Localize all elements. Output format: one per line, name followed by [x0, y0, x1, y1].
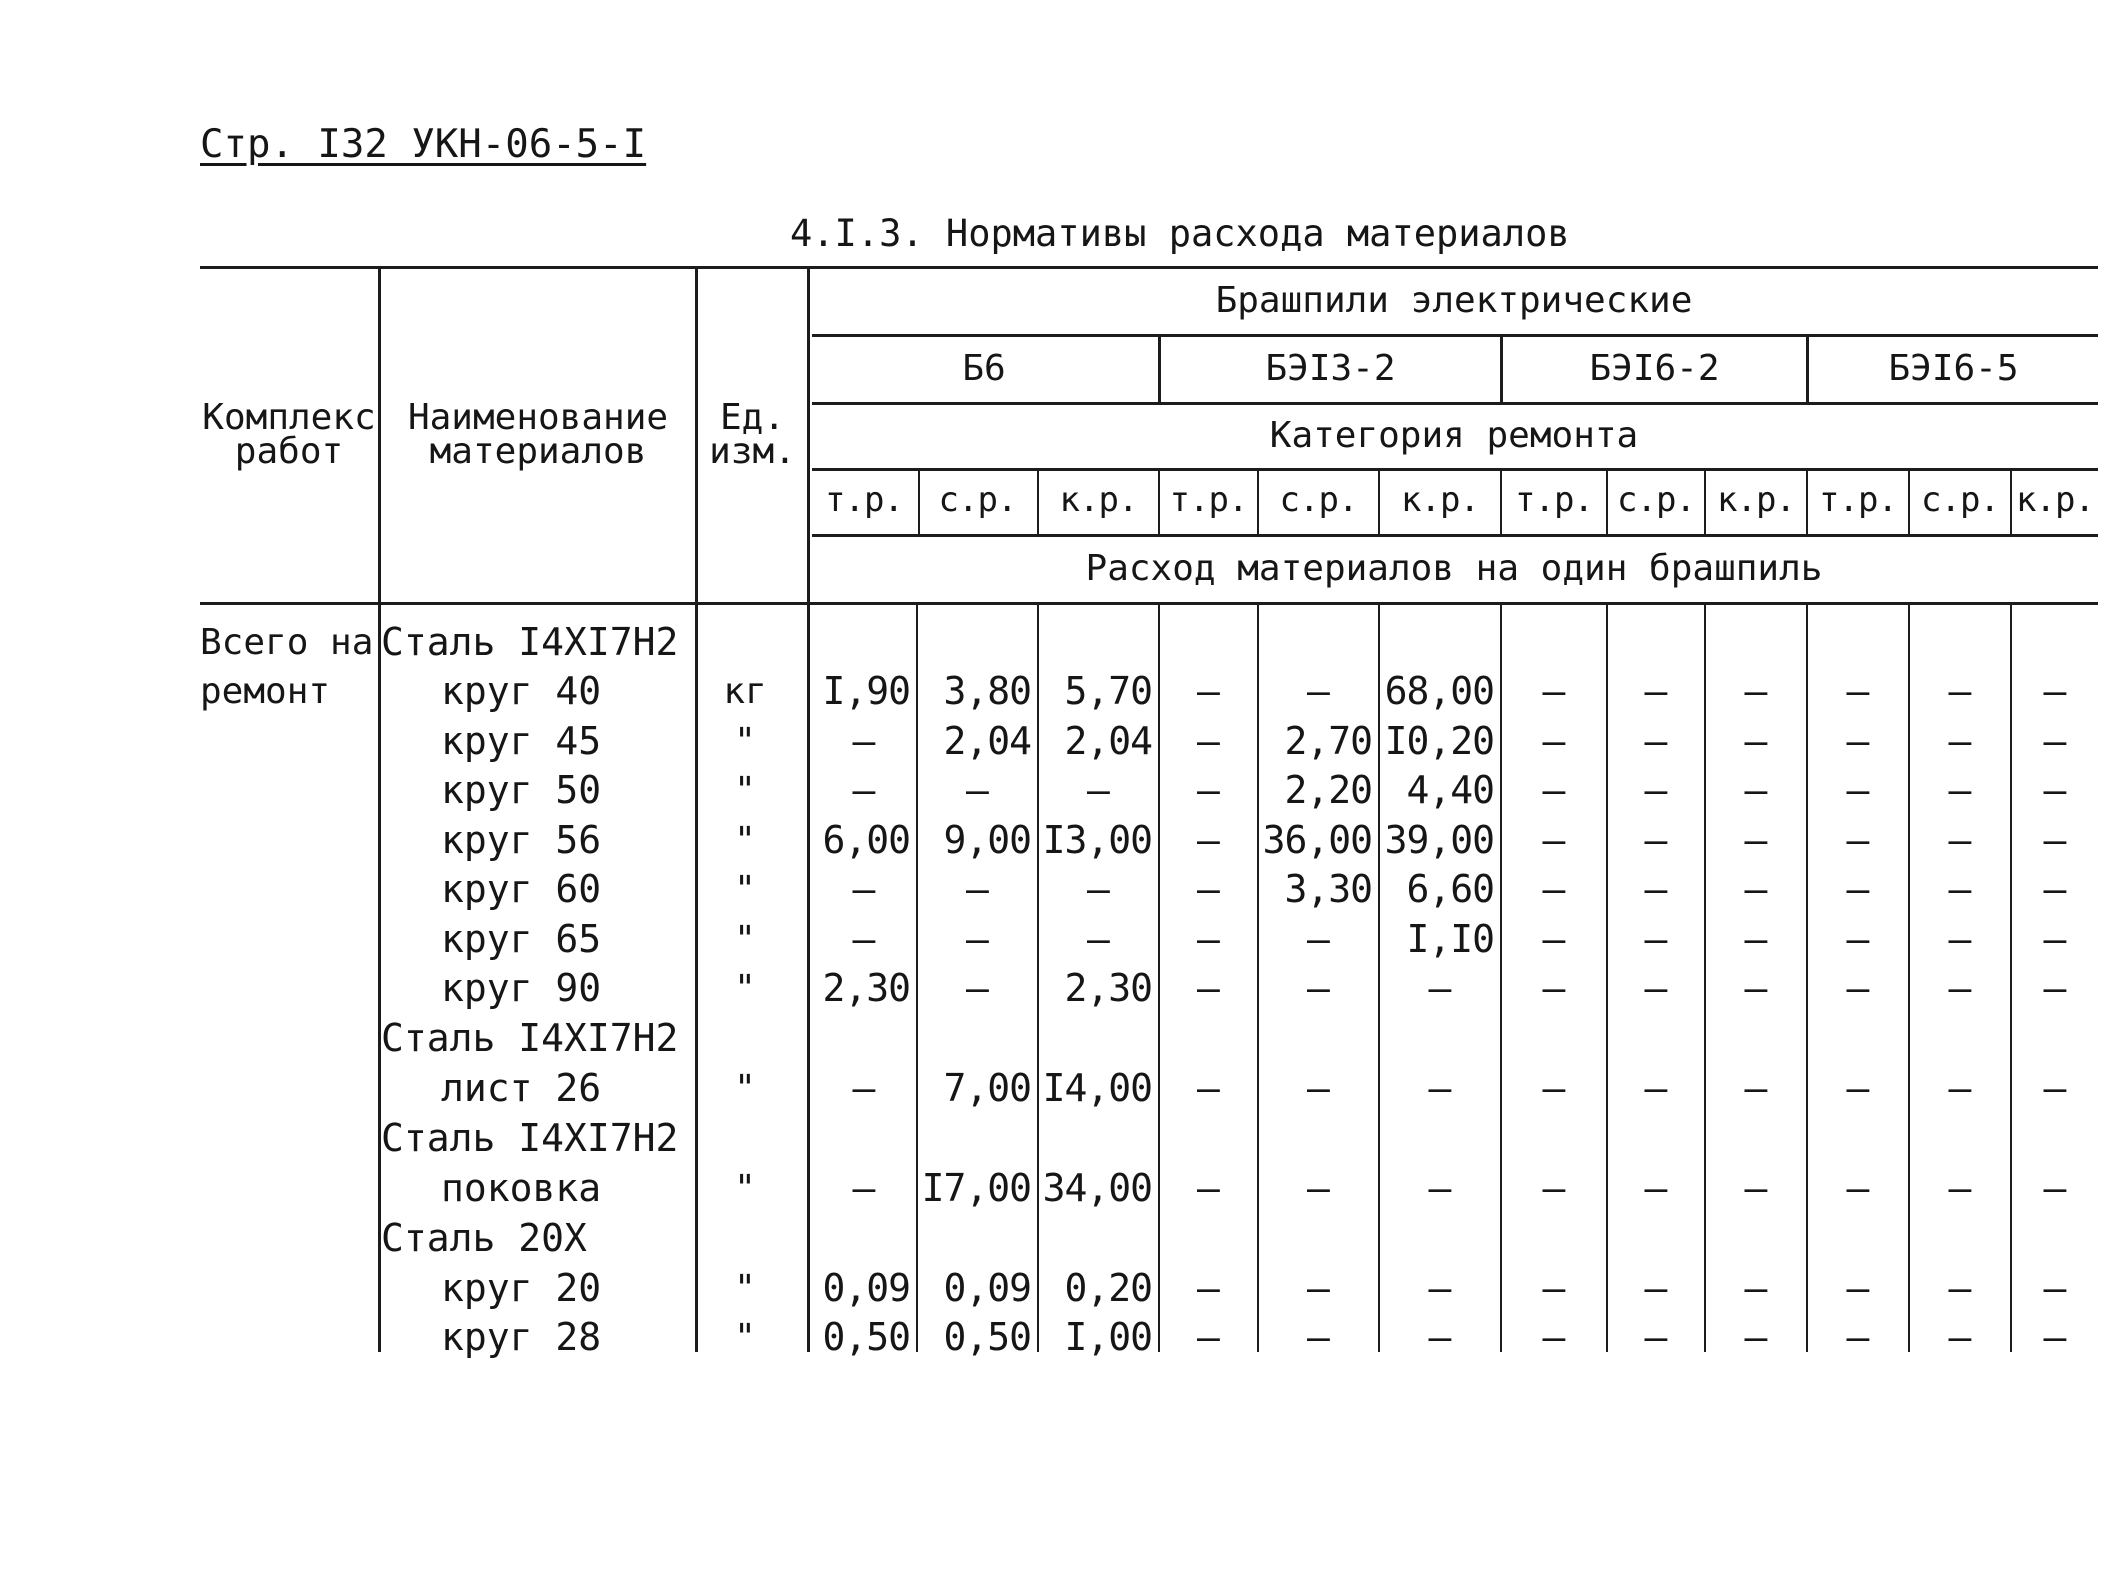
value-cell: 2,04	[943, 719, 1031, 763]
value-cell: 0,09	[943, 1266, 1031, 1310]
value-cell: 0,20	[1064, 1266, 1152, 1310]
value-cell: 7,00	[943, 1066, 1031, 1110]
material-heading: Сталь I4XI7H2	[381, 620, 679, 664]
value-cell: 2,30	[822, 966, 910, 1010]
header-category: т.р.	[1169, 480, 1248, 520]
header-work-complex: Комплекс работ	[202, 397, 376, 472]
header-model: БЭI6-2	[1589, 348, 1720, 389]
value-cell: –	[1744, 669, 1768, 713]
material-name: поковка	[441, 1166, 602, 1210]
material-name: круг 20	[441, 1266, 602, 1310]
value-cell: I0,20	[1384, 719, 1494, 763]
value-cell: 68,00	[1384, 669, 1494, 713]
header-category-title: Категория ремонта	[1269, 415, 1639, 456]
value-cell: –	[1948, 768, 1972, 812]
value-cell: –	[1428, 1066, 1452, 1110]
value-cell: –	[1846, 669, 1870, 713]
value-cell: –	[1197, 1315, 1220, 1359]
value-cell: I3,00	[1042, 818, 1152, 862]
value-cell: –	[1948, 966, 1972, 1010]
unit-cell: "	[734, 819, 756, 861]
value-cell: –	[1744, 1315, 1768, 1359]
value-cell: I4,00	[1042, 1066, 1152, 1110]
value-cell: –	[1428, 1266, 1452, 1310]
value-cell: I,00	[1064, 1315, 1152, 1359]
value-cell: –	[966, 768, 989, 812]
value-cell: –	[1197, 1066, 1220, 1110]
value-cell: –	[1542, 1315, 1566, 1359]
value-cell: –	[2043, 719, 2067, 763]
value-cell: –	[1846, 917, 1870, 961]
value-cell: –	[1428, 966, 1452, 1010]
value-cell: –	[1428, 1166, 1452, 1210]
value-cell: –	[1197, 818, 1220, 862]
header-model: БЭI3-2	[1265, 348, 1396, 389]
value-cell: I,90	[822, 669, 910, 713]
value-cell: –	[1197, 719, 1220, 763]
value-cell: –	[1087, 917, 1110, 961]
value-cell: –	[1307, 1166, 1330, 1210]
value-cell: –	[1846, 1315, 1870, 1359]
value-cell: 6,00	[822, 818, 910, 862]
value-cell: –	[1846, 1066, 1870, 1110]
value-cell: –	[1948, 1315, 1972, 1359]
value-cell: –	[2043, 1315, 2067, 1359]
value-cell: –	[1542, 966, 1566, 1010]
value-cell: –	[966, 867, 989, 911]
material-name: круг 60	[441, 867, 602, 911]
value-cell: –	[852, 1166, 876, 1210]
value-cell: 0,50	[822, 1315, 910, 1359]
unit-cell: "	[734, 1067, 756, 1109]
value-cell: –	[1644, 1315, 1668, 1359]
value-cell: –	[1744, 768, 1768, 812]
header-material-name: Наименование материалов	[407, 397, 669, 472]
material-heading: Сталь 20X	[381, 1216, 587, 1260]
value-cell: –	[2043, 768, 2067, 812]
value-cell: –	[1948, 1166, 1972, 1210]
page-header: Стр. I32 УКН-06-5-I	[200, 122, 647, 167]
value-cell: –	[1846, 768, 1870, 812]
value-cell: –	[1948, 719, 1972, 763]
value-cell: –	[1542, 669, 1566, 713]
unit-cell: "	[734, 1167, 756, 1209]
value-cell: 9,00	[943, 818, 1031, 862]
value-cell: –	[1644, 867, 1668, 911]
value-cell: –	[2043, 669, 2067, 713]
value-cell: –	[1197, 1266, 1220, 1310]
value-cell: –	[1644, 818, 1668, 862]
value-cell: –	[1542, 818, 1566, 862]
value-cell: 4,40	[1406, 768, 1494, 812]
header-category: с.р.	[1617, 480, 1695, 520]
value-cell: –	[1644, 719, 1668, 763]
material-name: лист 26	[441, 1066, 602, 1110]
material-name: круг 65	[441, 917, 602, 961]
rule-header-bottom	[200, 602, 2098, 605]
value-cell: –	[852, 768, 876, 812]
value-cell: –	[1644, 669, 1668, 713]
value-cell: –	[1948, 669, 1972, 713]
value-cell: –	[2043, 1166, 2067, 1210]
value-cell: –	[852, 867, 876, 911]
value-cell: –	[1644, 768, 1668, 812]
material-heading: Сталь I4XI7H2	[381, 1016, 679, 1060]
value-cell: –	[1644, 917, 1668, 961]
header-category: с.р.	[1279, 480, 1358, 520]
value-cell: –	[1744, 966, 1768, 1010]
value-cell: –	[1644, 1166, 1668, 1210]
value-cell: 5,70	[1064, 669, 1152, 713]
material-name: круг 40	[441, 669, 602, 713]
value-cell: –	[1307, 917, 1330, 961]
value-cell: –	[1197, 669, 1220, 713]
material-name: круг 90	[441, 966, 602, 1010]
value-cell: 34,00	[1042, 1166, 1152, 1210]
value-cell: –	[1846, 867, 1870, 911]
unit-cell: "	[734, 1316, 756, 1358]
table-title: 4.I.3. Нормативы расхода материалов	[790, 212, 1570, 255]
header-unit: Ед. изм.	[709, 397, 796, 472]
value-cell: 3,30	[1284, 867, 1372, 911]
value-cell: 36,00	[1262, 818, 1372, 862]
value-cell: –	[1744, 1266, 1768, 1310]
material-heading: Сталь I4XI7H2	[381, 1116, 679, 1160]
header-category: к.р.	[1059, 480, 1138, 520]
header-category: т.р.	[1819, 480, 1897, 520]
value-cell: –	[1197, 1166, 1220, 1210]
value-cell: –	[1197, 768, 1220, 812]
unit-cell: "	[734, 720, 756, 762]
value-cell: –	[2043, 966, 2067, 1010]
value-cell: –	[1542, 1166, 1566, 1210]
material-name: круг 50	[441, 768, 602, 812]
value-cell: –	[1087, 768, 1110, 812]
value-cell: –	[1087, 867, 1110, 911]
value-cell: –	[852, 917, 876, 961]
value-cell: –	[852, 719, 876, 763]
material-name: круг 56	[441, 818, 602, 862]
header-category: т.р.	[825, 480, 903, 520]
value-cell: –	[1307, 1266, 1330, 1310]
work-complex-label: ремонт	[200, 670, 331, 712]
value-cell: 2,30	[1064, 966, 1152, 1010]
value-cell: –	[1542, 1066, 1566, 1110]
value-cell: –	[1846, 1266, 1870, 1310]
value-cell: –	[2043, 1266, 2067, 1310]
value-cell: –	[1542, 1266, 1566, 1310]
value-cell: –	[1542, 867, 1566, 911]
material-name: круг 45	[441, 719, 602, 763]
value-cell: –	[1428, 1315, 1452, 1359]
header-category: с.р.	[1921, 480, 1999, 520]
value-cell: –	[1744, 1166, 1768, 1210]
value-cell: –	[1948, 1066, 1972, 1110]
value-cell: –	[1542, 768, 1566, 812]
value-cell: 0,09	[822, 1266, 910, 1310]
value-cell: 2,70	[1284, 719, 1372, 763]
unit-cell: "	[734, 868, 756, 910]
header-category: к.р.	[1717, 480, 1795, 520]
value-cell: –	[1307, 1315, 1330, 1359]
value-cell: –	[1744, 1066, 1768, 1110]
value-cell: I,I0	[1406, 917, 1494, 961]
header-consumption-title: Расход материалов на один брашпиль	[1085, 548, 1823, 589]
header-category: к.р.	[1401, 480, 1479, 520]
work-complex-label: Всего на	[200, 621, 374, 663]
value-cell: –	[1197, 966, 1220, 1010]
value-cell: 2,20	[1284, 768, 1372, 812]
unit-cell: кг	[723, 670, 767, 712]
value-cell: –	[1542, 719, 1566, 763]
value-cell: –	[1744, 818, 1768, 862]
value-cell: –	[1644, 1066, 1668, 1110]
value-cell: –	[1948, 917, 1972, 961]
value-cell: –	[1948, 1266, 1972, 1310]
value-cell: –	[1307, 1066, 1330, 1110]
material-name: круг 28	[441, 1315, 602, 1359]
value-cell: –	[1846, 719, 1870, 763]
header-group-title: Брашпили электрические	[1215, 280, 1693, 321]
value-cell: –	[1948, 818, 1972, 862]
value-cell: –	[1307, 966, 1330, 1010]
value-cell: –	[1846, 966, 1870, 1010]
value-cell: –	[1948, 867, 1972, 911]
value-cell: –	[1846, 1166, 1870, 1210]
value-cell: –	[852, 1066, 876, 1110]
header-model: Б6	[962, 348, 1006, 389]
header-category: с.р.	[938, 480, 1017, 520]
value-cell: –	[2043, 917, 2067, 961]
value-cell: 0,50	[943, 1315, 1031, 1359]
value-cell: –	[966, 917, 989, 961]
value-cell: –	[2043, 818, 2067, 862]
value-cell: 2,04	[1064, 719, 1152, 763]
value-cell: –	[2043, 1066, 2067, 1110]
value-cell: –	[1197, 867, 1220, 911]
unit-cell: "	[734, 769, 756, 811]
unit-cell: "	[734, 967, 756, 1009]
value-cell: –	[1744, 719, 1768, 763]
value-cell: 39,00	[1384, 818, 1494, 862]
value-cell: –	[1644, 966, 1668, 1010]
value-cell: –	[1542, 917, 1566, 961]
value-cell: –	[1744, 867, 1768, 911]
value-cell: I7,00	[921, 1166, 1031, 1210]
value-cell: –	[1744, 917, 1768, 961]
header-category: т.р.	[1515, 480, 1593, 520]
value-cell: –	[1644, 1266, 1668, 1310]
value-cell: –	[1197, 917, 1220, 961]
value-cell: –	[1307, 669, 1330, 713]
unit-cell: "	[734, 1267, 756, 1309]
value-cell: –	[1846, 818, 1870, 862]
value-cell: 6,60	[1406, 867, 1494, 911]
unit-cell: "	[734, 918, 756, 960]
value-cell: 3,80	[943, 669, 1031, 713]
header-category: к.р.	[2016, 480, 2094, 520]
value-cell: –	[2043, 867, 2067, 911]
header-model: БЭI6-5	[1888, 348, 2019, 389]
value-cell: –	[966, 966, 989, 1010]
